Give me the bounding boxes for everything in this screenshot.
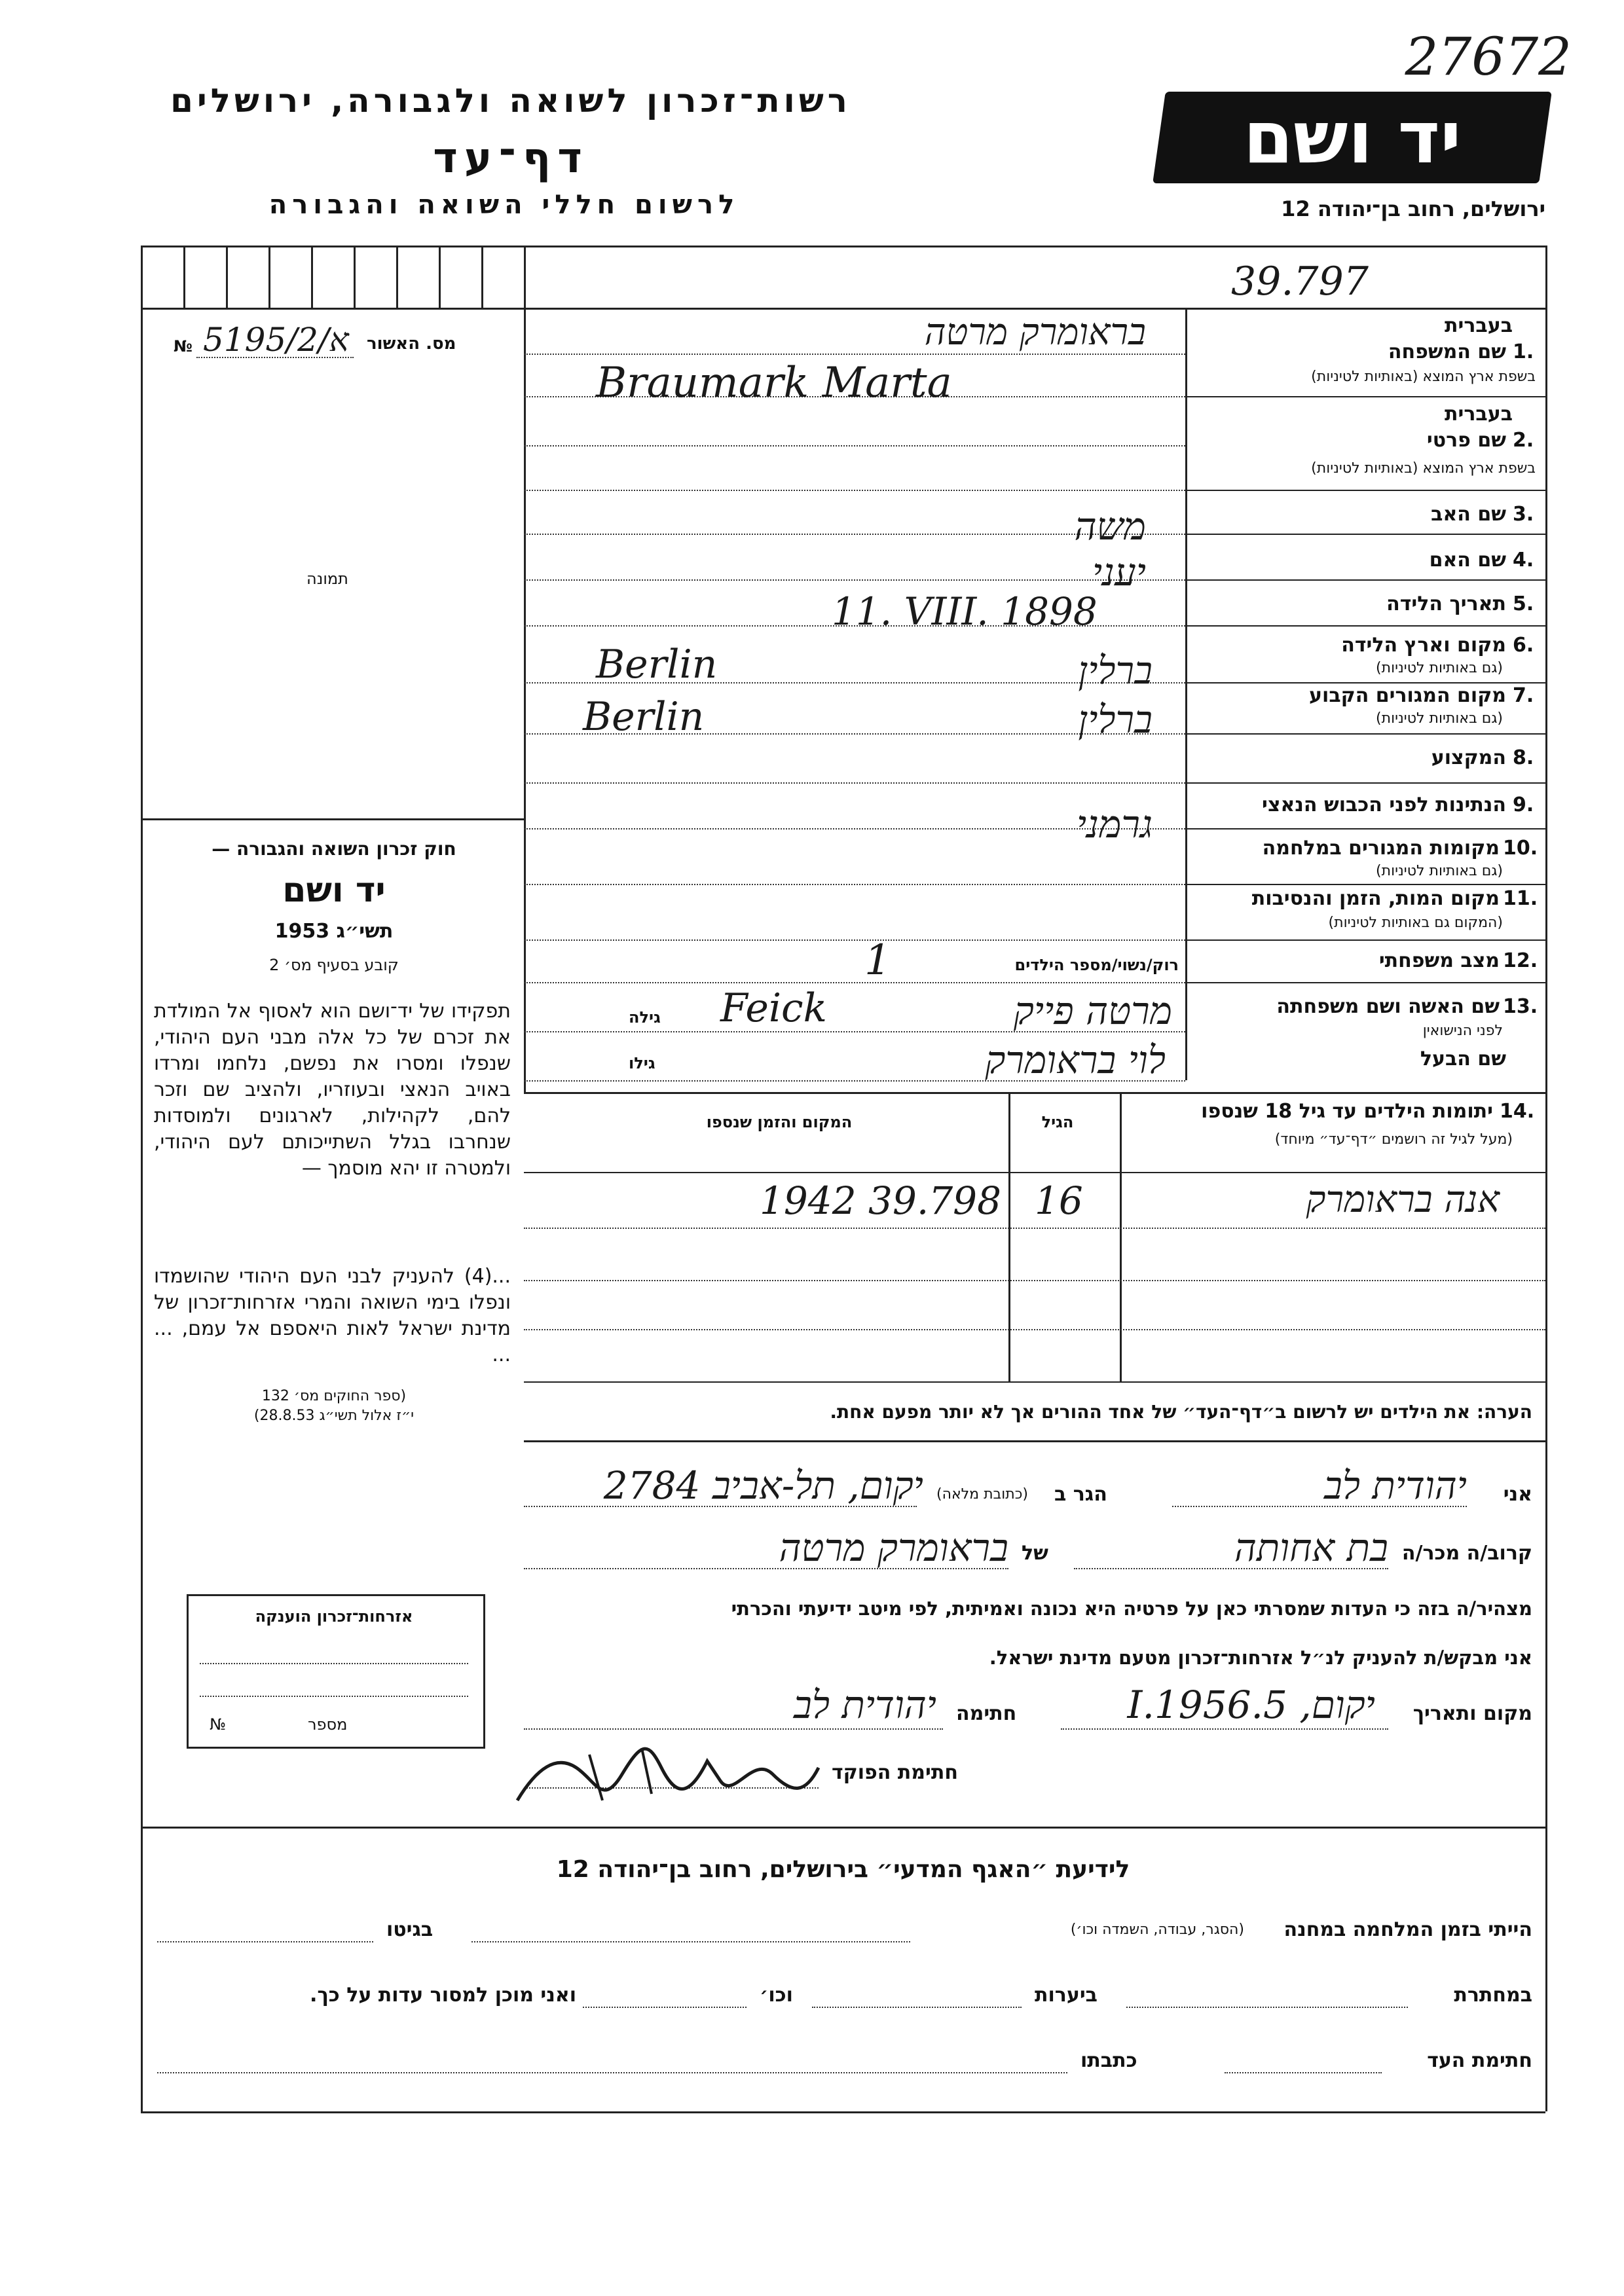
field-2-hebrew-tag: בעברית: [1445, 403, 1513, 426]
field-4-num: 4.: [1513, 549, 1534, 572]
footer-line2d: ואני מוכן למסור עדות על כך.: [310, 1984, 576, 2007]
value-line: [524, 354, 1185, 355]
field-1-label: שם המשפחה: [1388, 340, 1506, 363]
law-panel-top: [141, 818, 524, 820]
frame-left: [141, 246, 143, 2111]
field-10-num: 10.: [1503, 837, 1538, 860]
field-divider: [1185, 782, 1545, 784]
field-9-num: 9.: [1513, 793, 1534, 816]
strip-cell: [226, 246, 228, 308]
field-9-label: הנתינות לפני הכבוש הנאצי: [1262, 793, 1506, 816]
law-paragraph-2: ...(4) להעניק לבני העם היהודי שהושמדו ונפלו בימי השואה והמרי אזרחות־זכרון של מדינת ישראל לאות היאספם אל עמם, ... ...: [154, 1265, 511, 1366]
footer-dots-3b: [157, 2072, 1067, 2073]
field-11-label: מקום המות, הזמן והנסיבות: [1251, 887, 1500, 910]
field-1-num: 1.: [1513, 340, 1534, 363]
children-col-age: הגיל: [1041, 1113, 1074, 1131]
strip-divider: [524, 246, 526, 308]
children-note: (מעל לגיל זה רושמים ״דף־עד״ מיוחד): [1274, 1131, 1513, 1148]
value-birth-place-latin: Berlin: [596, 642, 718, 687]
age-husband-label: גילו: [629, 1054, 655, 1072]
field-5-label: תאריך הלידה: [1386, 592, 1506, 615]
decl-signature-label: חתימה: [956, 1702, 1017, 1725]
decl-address: יקום, תל-אביב 2784: [603, 1463, 923, 1508]
law-source-2: י״ז אלול תשי״ג 28.8.53): [253, 1408, 415, 1424]
form-purpose: לרשום חללי השואה והגבורה: [268, 190, 740, 220]
children-top: [524, 1092, 1545, 1094]
children-col-div-2: [1120, 1092, 1122, 1381]
officer-signature: [511, 1728, 825, 1820]
decl-relative-of: בראומרק מרטה: [779, 1525, 1008, 1570]
decl-declarant: יהודית לב: [1323, 1463, 1467, 1508]
children-col-div-1: [1008, 1092, 1010, 1381]
child-age: 16: [1035, 1178, 1083, 1223]
certificate-line-2: [200, 1696, 468, 1697]
frame-top: [141, 246, 1545, 247]
field-husband-label: שם הבעל: [1420, 1048, 1506, 1070]
footer-line2c: וכו׳: [760, 1984, 793, 2007]
footer-dots-1a: [471, 1941, 910, 1942]
value-husband-name: לוי בראומרק: [985, 1038, 1166, 1082]
field-divider: [1185, 982, 1545, 983]
strip-cell: [183, 246, 185, 308]
value-line: [524, 445, 1185, 446]
decl-line-3: [1074, 1568, 1388, 1569]
children-row-line: [524, 1329, 1545, 1330]
decl-relation-of: של: [1022, 1542, 1048, 1565]
children-col-place-time: המקום והזמן שנספו: [706, 1113, 853, 1131]
field-12-num: 12.: [1503, 949, 1538, 972]
decl-officer-label: חתימת הפוקד: [832, 1761, 958, 1784]
footer-line1a: הייתי בזמן המלחמה במחנה: [1283, 1918, 1532, 1941]
field-divider: [1185, 939, 1545, 941]
decl-place-date-label: מקום ותאריך: [1412, 1702, 1532, 1725]
field-7-num: 7.: [1513, 684, 1534, 707]
certificate-line-1: [200, 1663, 468, 1664]
strip-cell: [439, 246, 441, 308]
decl-place-date: יקום, 5.I.1956: [1127, 1683, 1375, 1727]
field-11-sub: (המקום גם באותיות לטיניות): [1328, 915, 1503, 931]
value-line: [524, 884, 1185, 885]
field-divider: [1185, 625, 1545, 627]
field-8-num: 8.: [1513, 746, 1534, 769]
field-divider: [1185, 490, 1545, 491]
children-row-line: [524, 1280, 1545, 1281]
field-12-label: מצב משפחתי: [1378, 949, 1500, 972]
remark: הערה: את הילדים יש לרשום ב״דף־העד״ של אחד ההורים אך לא יותר מפעם אחת.: [830, 1401, 1532, 1423]
field-6-sub: (גם באותיות לטיניות): [1376, 660, 1503, 676]
children-num: 14.: [1500, 1100, 1535, 1123]
value-surname-latin: Braumark Marta: [596, 359, 952, 407]
field-2-num: 2.: [1513, 429, 1534, 452]
value-citizenship: גרמני: [1076, 802, 1153, 847]
approval-label: מס. האשור: [367, 334, 456, 354]
strip-cell: [354, 246, 356, 308]
decl-line-2: [524, 1506, 917, 1507]
decl-line-4: [524, 1568, 1008, 1569]
remark-bottom: [524, 1440, 1545, 1442]
approval-value: א/5195/2: [203, 321, 349, 359]
field-5-num: 5.: [1513, 592, 1534, 615]
children-title: יתומות הילדים עד גיל 18 שנספו: [1201, 1100, 1493, 1123]
value-surname-hebrew: בראומרק מרטה: [924, 311, 1146, 354]
page-number: 39.797: [1231, 259, 1369, 304]
strip-cell: [311, 246, 313, 308]
photo-label: תמונה: [306, 570, 348, 588]
strip-cell: [268, 246, 270, 308]
marital-options: רוק/נשוי/מספר הילדים: [1014, 956, 1179, 974]
field-13-label: שם האשה ושם משפחתה: [1276, 995, 1500, 1018]
frame-right: [1545, 246, 1547, 2111]
strip-cell: [396, 246, 398, 308]
field-6-num: 6.: [1513, 634, 1534, 657]
decl-relation: בת אחותה: [1234, 1525, 1388, 1570]
decl-line-1: [1172, 1506, 1467, 1507]
field-10-sub: (גם באותיות לטיניות): [1376, 863, 1503, 879]
decl-signature: יהודית לב: [793, 1683, 936, 1727]
child-name: אנה בראומרק: [1306, 1178, 1500, 1221]
form-title: דף־עד: [433, 134, 589, 183]
decl-ani: אני: [1503, 1483, 1532, 1506]
field-3-label: שם האב: [1431, 503, 1506, 526]
law-title: חוק זכרון השואה והגבורה —: [212, 838, 456, 860]
footer-dots-3a: [1225, 2072, 1382, 2073]
field-11-num: 11.: [1503, 887, 1538, 910]
law-org: יד ושם: [282, 871, 386, 910]
authority-title: רשות־זכרון לשואה ולגבורה, ירושלים: [170, 82, 851, 120]
field-3-num: 3.: [1513, 503, 1534, 526]
footer-title: לידיעת ״האגף המדעי״ בירושלים, רחוב בן־יהודה 12: [556, 1856, 1130, 1883]
address-header: ירושלים, רחוב בן־יהודה 12: [1281, 196, 1545, 221]
field-divider: [1185, 534, 1545, 535]
law-year: תשי״ג 1953: [274, 920, 394, 943]
field-divider: [1185, 828, 1545, 829]
value-father: משה: [1074, 504, 1146, 549]
field-6-label: מקום וארץ הלידה: [1341, 634, 1506, 657]
children-header-bottom: [524, 1172, 1545, 1173]
field-2-label: שם פרטי: [1426, 429, 1506, 452]
strip-bottom: [141, 308, 1545, 310]
certificate-title: אזרחות־זכרון הוענקה: [255, 1607, 413, 1626]
certificate-number-symbol: №: [210, 1715, 226, 1734]
footer-dots-2a: [1126, 2007, 1408, 2008]
value-birth-date: 11. VIII. 1898: [832, 589, 1098, 634]
footer-line1b: (הסגר, עבודה, השמדה וכו׳): [1070, 1922, 1244, 1938]
approval-line: [196, 357, 354, 358]
left-column-divider: [524, 308, 526, 1093]
footer-dots-1b: [157, 1941, 373, 1942]
value-wife-name: מרטה פייק: [1013, 989, 1172, 1033]
field-divider: [1185, 396, 1545, 397]
decl-line-5: [1061, 1728, 1388, 1730]
age-wife-label: גילה: [629, 1008, 661, 1027]
field-1-hebrew-tag: בעברית: [1445, 314, 1513, 337]
footer-line2b: ביערות: [1035, 1984, 1098, 2007]
children-row-line: [524, 1228, 1545, 1229]
footer-dots-2b: [812, 2007, 1022, 2008]
value-wife-latin: Feick: [720, 985, 828, 1031]
law-paragraph-1: תפקידו של יד־ושם הוא לאסוף אל המולדת את זכרם של כל אלה מבני העם היהודי, שנפלו ומסרו את נפשם, נלחמו ומרדו באויב הנאצי ובעוזריו, ולהציב שם וזכר להם, לקהילות, לארגונים ולמוסדות שנחרבו בגלל השתייכותם לעם היהודי, ולמטרה זו יהא מוסמך —: [154, 1000, 511, 1180]
value-mother: יעני: [1092, 550, 1146, 594]
field-divider: [1185, 682, 1545, 683]
value-line: [524, 982, 1185, 983]
footer-line1c: בגיטו: [386, 1918, 434, 1941]
certificate-number-label: מספר: [308, 1715, 348, 1734]
value-line: [524, 939, 1185, 941]
child-place-time: 1942 39.798: [760, 1178, 1001, 1223]
strip-cell: [481, 246, 483, 308]
field-7-sub: (גם באותיות לטיניות): [1376, 710, 1503, 727]
footer-line2a: במחתרת: [1454, 1984, 1532, 2007]
field-divider: [1185, 579, 1545, 581]
footer-dots-2c: [583, 2007, 747, 2008]
decl-address-note: (כתובת מלאה): [936, 1486, 1028, 1503]
field-1-sub: בשפת ארץ המוצא (באותיות לטיניות): [1311, 369, 1536, 385]
logo-text: יד ושם: [1243, 96, 1462, 179]
value-residence-latin: Berlin: [583, 694, 705, 740]
field-divider: [1185, 884, 1545, 885]
children-bottom: [524, 1381, 1545, 1383]
field-7-label: מקום המגורים הקבוע: [1309, 684, 1506, 707]
decl-relation-label: קרוב/ה מכר/ה: [1401, 1542, 1532, 1565]
field-10-label: מקומות המגורים במלחמה: [1262, 837, 1500, 860]
value-residence-hebrew: ברלין: [1078, 697, 1153, 742]
value-line: [524, 490, 1185, 491]
footer-line3a: חתימת העד: [1427, 2049, 1532, 2072]
decl-request: אני מבקש/ת להעניק לנ״ל אזרחות־זכרון מטעם מדינת ישראל.: [989, 1647, 1532, 1669]
footer-line3b: כתבתו: [1080, 2049, 1137, 2072]
archive-number: 27672: [1405, 26, 1572, 87]
field-divider: [1185, 733, 1545, 735]
decl-statement: מצהיר/ה בזה כי העדות שמסרתי כאן על פרטיה היא נכונה ואמיתית, לפי מיטב ידיעתי והכרתי: [731, 1597, 1532, 1620]
value-children-count: 1: [864, 936, 891, 985]
law-source-1: (ספר החוקים מס׳ 132: [261, 1388, 407, 1404]
footer-top: [141, 1827, 1545, 1829]
field-4-label: שם האם: [1429, 549, 1506, 572]
field-2-sub: בשפת ארץ המוצא (באותיות לטיניות): [1311, 460, 1536, 477]
frame-bottom: [141, 2111, 1545, 2113]
yad-vashem-logo: [1153, 92, 1552, 183]
law-section: קובע בסעיף מס׳ 2: [269, 956, 399, 974]
value-line: [524, 782, 1185, 784]
field-8-label: המקצוע: [1431, 746, 1506, 769]
field-13-sub: לפני הנישואין: [1422, 1023, 1503, 1039]
approval-symbol: №: [174, 337, 193, 355]
decl-resides: הגר ב: [1054, 1483, 1107, 1506]
value-birth-place-hebrew: ברלין: [1078, 648, 1153, 693]
labels-divider: [1185, 308, 1187, 1080]
field-13-num: 13.: [1503, 995, 1538, 1018]
